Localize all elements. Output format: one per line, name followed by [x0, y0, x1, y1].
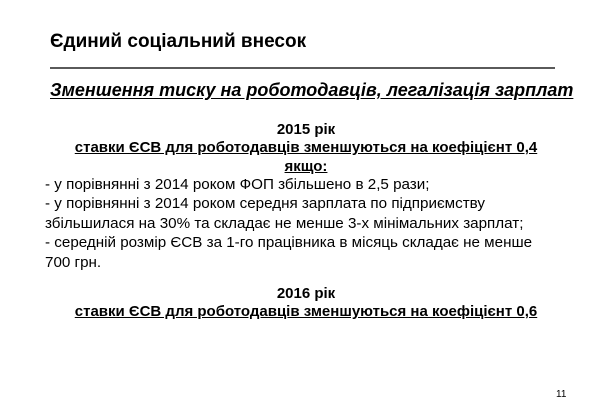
title-divider: [50, 67, 555, 69]
section-2016-header: [0, 284, 600, 321]
condition-line: - у порівнянні з 2014 роком середня зарплата по підприємству: [45, 195, 486, 213]
condition-line: 700 грн.: [45, 253, 102, 271]
page-number: 11: [556, 389, 567, 400]
condition-line: - середній розмір ЄСВ за 1-го працівника в місяць складає не менше: [45, 234, 533, 252]
section-2016-rule: ставки ЄСВ для роботодавців зменшуються на коефіцієнт 0,6: [74, 303, 538, 320]
section-2015-rule: ставки ЄСВ для роботодавців зменшуються на коефіцієнт 0,4: [74, 139, 538, 156]
condition-line: - у порівнянні з 2014 роком ФОП збільшено в 2,5 рази;: [45, 176, 430, 193]
condition-line: збільшилася на 30% та складає не менше 3-х мінімальних зарплат;: [45, 214, 524, 232]
section-2015-conditions-list: [45, 175, 565, 272]
section-2016-year: 2016 рік: [276, 285, 336, 302]
section-2015-header: [0, 120, 600, 176]
section-2015-condition: якщо:: [284, 158, 328, 175]
slide-title: Єдиний соціальний внесок: [50, 31, 307, 52]
section-2015-year: 2015 рік: [276, 121, 336, 138]
slide-subtitle: Зменшення тиску на роботодавців, легалізація зарплат: [50, 80, 574, 100]
